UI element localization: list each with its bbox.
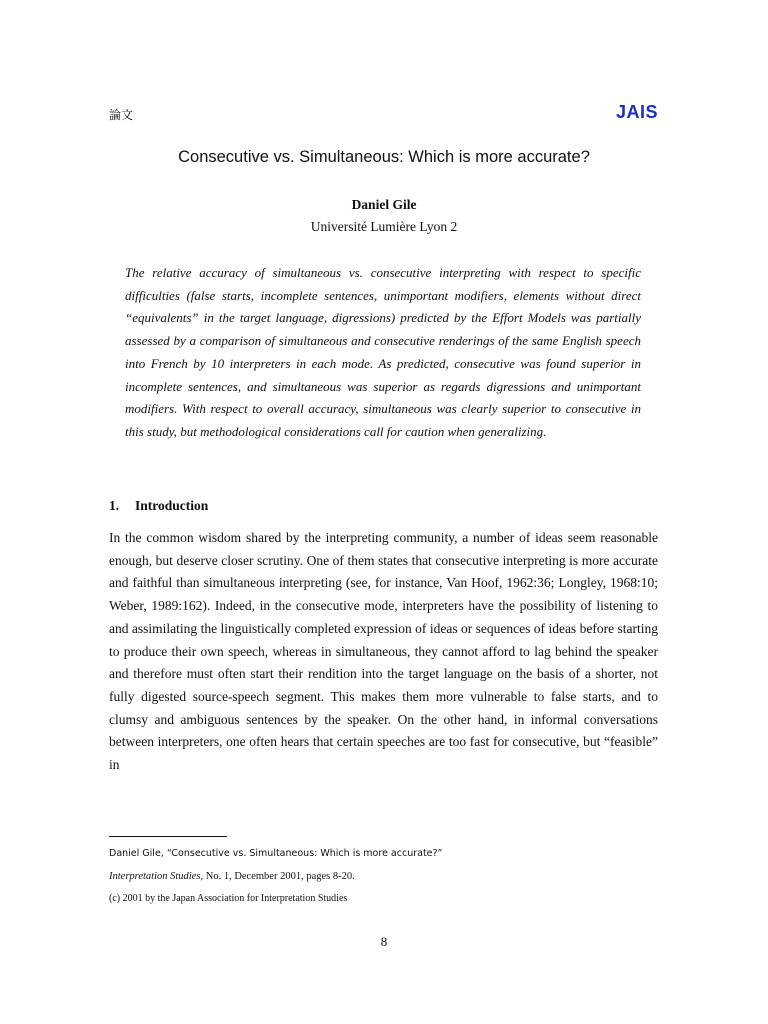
article-title: Consecutive vs. Simultaneous: Which is more accurate?: [178, 148, 590, 166]
footnote-copyright: (c) 2001 by the Japan Association for Interpretation Studies: [109, 893, 348, 904]
footnote-citation: Daniel Gile, “Consecutive vs. Simultaneous: Which is more accurate?”: [109, 848, 443, 859]
footnote-divider: [109, 836, 227, 837]
section-title: Introduction: [135, 498, 209, 513]
page-number: 8: [380, 934, 388, 949]
section-heading: [109, 498, 208, 514]
article-type-label: 論文: [109, 108, 134, 122]
abstract: The relative accuracy of simultaneous vs. consecutive interpreting with respect to specific difficulties (false starts, incomplete sentences, unimportant modifiers, elements without direct “equivalents” in the target language, digressions) predicted by the Effort Models was partially assessed by a comparison of simultaneous and consecutive renderings of the same English speech into French by 10 interpreters in each mode. As predicted, consecutive was found superior in incomplete sentences, and simultaneous was superior as regards digressions and unimportant modifiers. With respect to overall accuracy, simultaneous was clearly superior to consecutive in this study, but methodological considerations call for caution when generalizing.: [125, 265, 641, 439]
author-name: Daniel Gile: [351, 197, 417, 212]
journal-logo-text: JAIS: [615, 102, 658, 122]
author-affiliation: Université Lumière Lyon 2: [310, 219, 458, 234]
footnote-journal: [109, 871, 355, 882]
journal-details: , No. 1, December 2001, pages 8-20.: [200, 871, 355, 882]
journal-name: Interpretation Studies: [109, 871, 201, 882]
section-number: 1.: [109, 498, 120, 513]
introduction-paragraph: In the common wisdom shared by the interpreting community, a number of ideas seem reasonable enough, but deserve closer scrutiny. One of them states that consecutive interpreting is more accurate and faithful than simultaneous interpreting (see, for instance, Van Hoof, 1962:36; Longley, 1968:10; Weber, 1989:162). Indeed, in the consecutive mode, interpreters have the possibility of listening to and assimilating the linguistically completed expression of ideas or sequences of ideas before starting to produce their own speech, whereas in simultaneous, they cannot afford to lag behind the speaker and therefore must often start their rendition into the target language on the basis of a shorter, not fully digested source-speech segment. This makes them more vulnerable to false starts, and to clumsy and ambiguous sentences by the speaker. On the other hand, in informal conversations between interpreters, one often hears that certain speeches are too fast for consecutive, but “feasible” in: [109, 530, 658, 773]
